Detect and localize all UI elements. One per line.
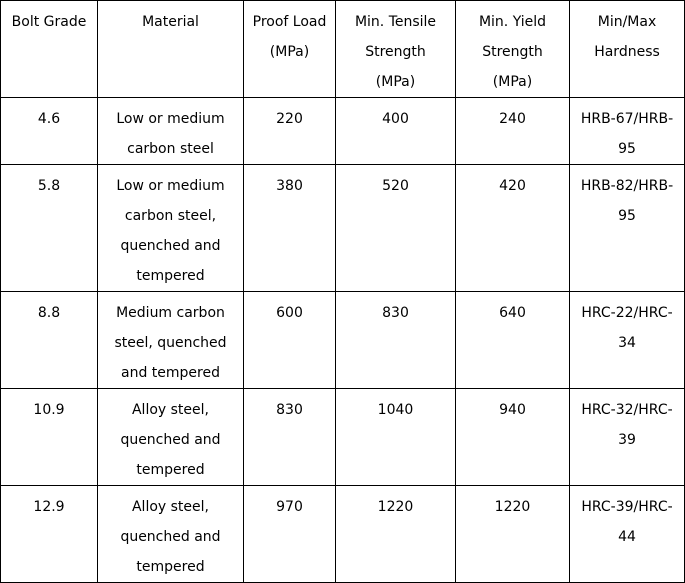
- cell-min-yield-strength: 640: [456, 292, 570, 389]
- cell-proof-load: 970: [244, 486, 336, 583]
- header-bolt-grade: [1, 1, 98, 98]
- cell-proof-load: 830: [244, 389, 336, 486]
- header-text-line: Min/Max: [597, 14, 657, 30]
- material-text-line: quenched and: [120, 529, 221, 545]
- cell-hardness: HRC-32/HRC-39: [570, 389, 685, 486]
- cell-proof-load: 220: [244, 98, 336, 165]
- cell-bolt-grade: 8.8: [1, 292, 98, 389]
- header-text-line: Strength: [365, 44, 426, 60]
- cell-material: [98, 389, 244, 486]
- header-text-line: (MPa): [269, 44, 310, 60]
- cell-min-tensile-strength: 1040: [336, 389, 456, 486]
- cell-bolt-grade: 4.6: [1, 98, 98, 165]
- cell-material: [98, 98, 244, 165]
- table-row: [1, 389, 685, 486]
- material-text-line: Low or medium: [116, 111, 225, 127]
- material-text-line: steel, quenched: [114, 335, 227, 351]
- header-min-yield-strength: [456, 1, 570, 98]
- material-text-line: carbon steel: [127, 141, 214, 157]
- material-text-line: carbon steel,: [124, 208, 217, 224]
- header-text-line: Bolt Grade: [11, 14, 87, 30]
- cell-min-yield-strength: 940: [456, 389, 570, 486]
- cell-min-tensile-strength: 520: [336, 165, 456, 292]
- cell-hardness: HRB-67/HRB-95: [570, 98, 685, 165]
- cell-material: [98, 165, 244, 292]
- material-text-line: tempered: [136, 268, 205, 284]
- header-text-line: Min. Yield: [478, 14, 547, 30]
- cell-min-tensile-strength: 830: [336, 292, 456, 389]
- cell-proof-load: 600: [244, 292, 336, 389]
- cell-bolt-grade: 10.9: [1, 389, 98, 486]
- header-text-line: Strength: [482, 44, 543, 60]
- material-text-line: quenched and: [120, 238, 221, 254]
- material-text-line: Medium carbon: [116, 305, 225, 321]
- header-material: [98, 1, 244, 98]
- material-text-line: and tempered: [121, 365, 220, 381]
- material-text-line: Alloy steel,: [131, 402, 209, 418]
- table-row: [1, 292, 685, 389]
- header-min-max-hardness: [570, 1, 685, 98]
- cell-min-tensile-strength: 400: [336, 98, 456, 165]
- material-text-line: tempered: [136, 462, 205, 478]
- table-row: [1, 486, 685, 583]
- header-text-line: Hardness: [594, 44, 660, 60]
- cell-hardness: HRC-22/HRC-34: [570, 292, 685, 389]
- cell-hardness: HRB-82/HRB-95: [570, 165, 685, 292]
- header-text-line: (MPa): [375, 74, 416, 90]
- cell-material: [98, 292, 244, 389]
- header-text-line: Proof Load: [252, 14, 327, 30]
- cell-material: [98, 486, 244, 583]
- header-text-line: (MPa): [492, 74, 533, 90]
- cell-min-yield-strength: 1220: [456, 486, 570, 583]
- cell-min-tensile-strength: 1220: [336, 486, 456, 583]
- header-row: [1, 1, 685, 98]
- cell-min-yield-strength: 420: [456, 165, 570, 292]
- cell-hardness: HRC-39/HRC-44: [570, 486, 685, 583]
- cell-bolt-grade: 5.8: [1, 165, 98, 292]
- cell-min-yield-strength: 240: [456, 98, 570, 165]
- header-text-line: Material: [142, 14, 199, 30]
- material-text-line: tempered: [136, 559, 205, 575]
- table-row: [1, 165, 685, 292]
- header-proof-load: [244, 1, 336, 98]
- material-text-line: quenched and: [120, 432, 221, 448]
- cell-proof-load: 380: [244, 165, 336, 292]
- header-min-tensile-strength: [336, 1, 456, 98]
- header-text-line: Min. Tensile: [354, 14, 437, 30]
- material-text-line: Alloy steel,: [131, 499, 209, 515]
- cell-bolt-grade: 12.9: [1, 486, 98, 583]
- table-row: [1, 98, 685, 165]
- material-text-line: Low or medium: [116, 178, 225, 194]
